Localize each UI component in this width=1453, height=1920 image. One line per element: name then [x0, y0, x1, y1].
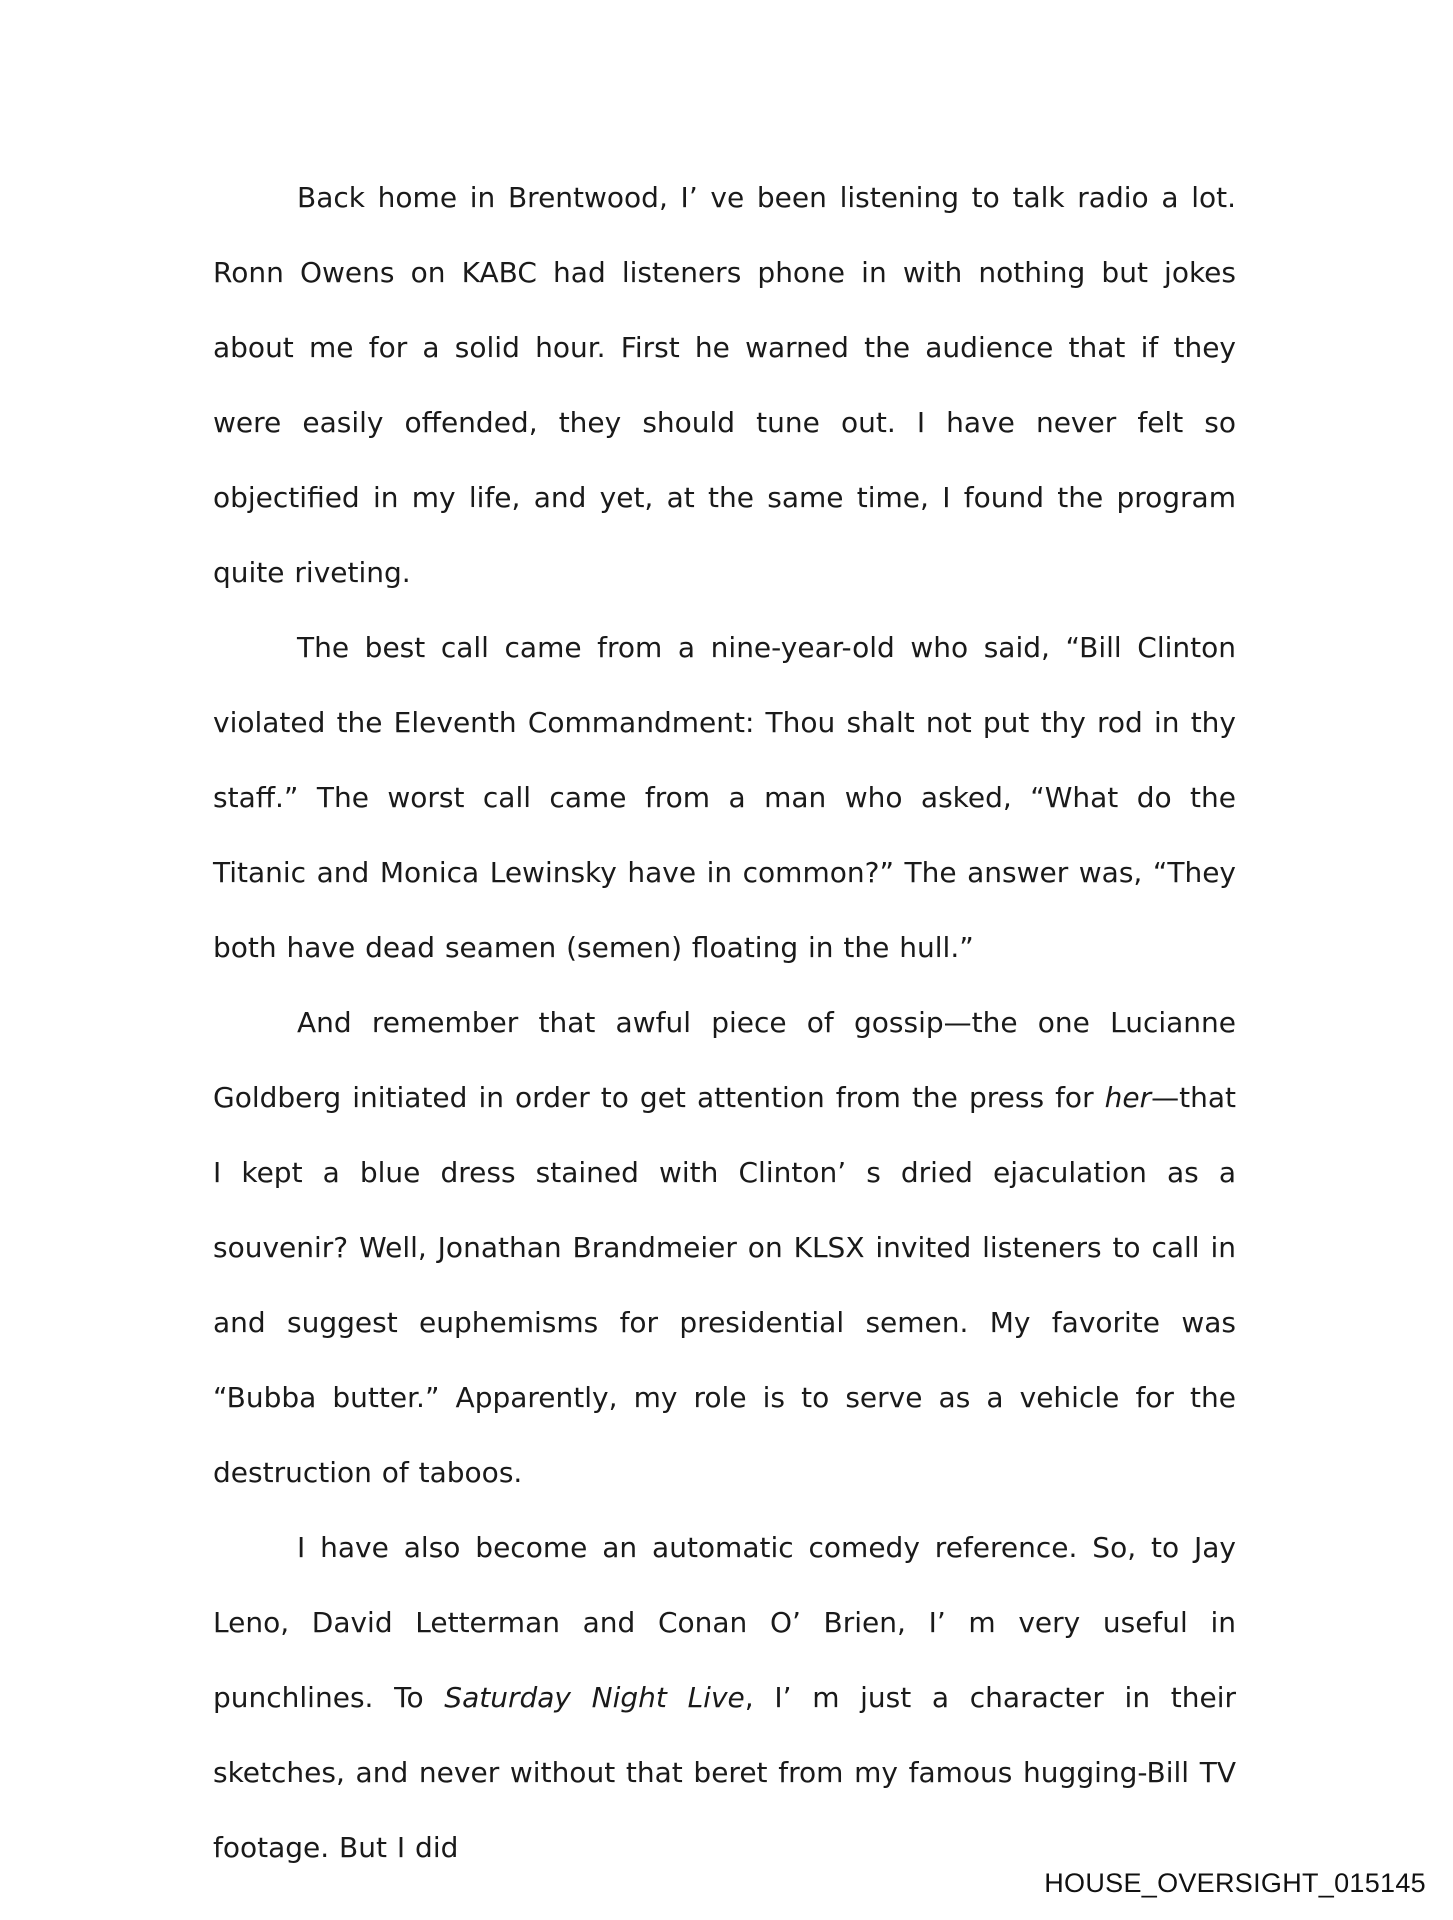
- paragraph-gossip-text-after: —that I kept a blue dress stained with Clinton’ s dried ejaculation as a souvenir? Well, Jonathan Brandmeier on KLSX invited listeners to call in and suggest euphemisms for presidential semen. My favorite was “Bubba butter.” Apparently, my role is to serve as a vehicle for the destruction of taboos.: [213, 1081, 1236, 1489]
- paragraph-comedy-emphasis: Saturday Night Live: [444, 1681, 745, 1714]
- paragraph-calls: The best call came from a nine-year-old who said, “Bill Clinton violated the Eleventh Commandment: Thou shalt not put thy rod in thy staff.” The worst call came from a man who asked, “What do the Titanic and Monica Lewinsky have in common?” The answer was, “They both have dead seamen (semen) floating in the hull.”: [213, 631, 1236, 964]
- paragraph-comedy: [213, 1510, 1236, 1885]
- paragraph-gossip-text-before: And remember that awful piece of gossip—the one Lucianne Goldberg initiated in order to get attention from the press for: [213, 1006, 1236, 1114]
- paragraph-talk-radio: Back home in Brentwood, I’ ve been listening to talk radio a lot. Ronn Owens on KABC had listeners phone in with nothing but jokes about me for a solid hour. First he warned the audience that if they were easily offended, they should tune out. I have never felt so objectified in my life, and yet, at the same time, I found the program quite riveting.: [213, 181, 1236, 589]
- paragraph-comedy-text-after: , I’ m just a character in their sketches, and never without that beret from my famous hugging-Bill TV footage. But I did: [213, 1681, 1237, 1864]
- bates-number: HOUSE_OVERSIGHT_015145: [1044, 1868, 1426, 1898]
- paragraph-gossip-emphasis: her: [1104, 1081, 1152, 1114]
- paragraph-gossip: [213, 985, 1236, 1510]
- paragraph-comedy-text-before: I have also become an automatic comedy reference. So, to Jay Leno, David Letterman and Conan O’ Brien, I’ m very useful in punchlines. To: [213, 1531, 1236, 1714]
- document-body: [213, 160, 1236, 1885]
